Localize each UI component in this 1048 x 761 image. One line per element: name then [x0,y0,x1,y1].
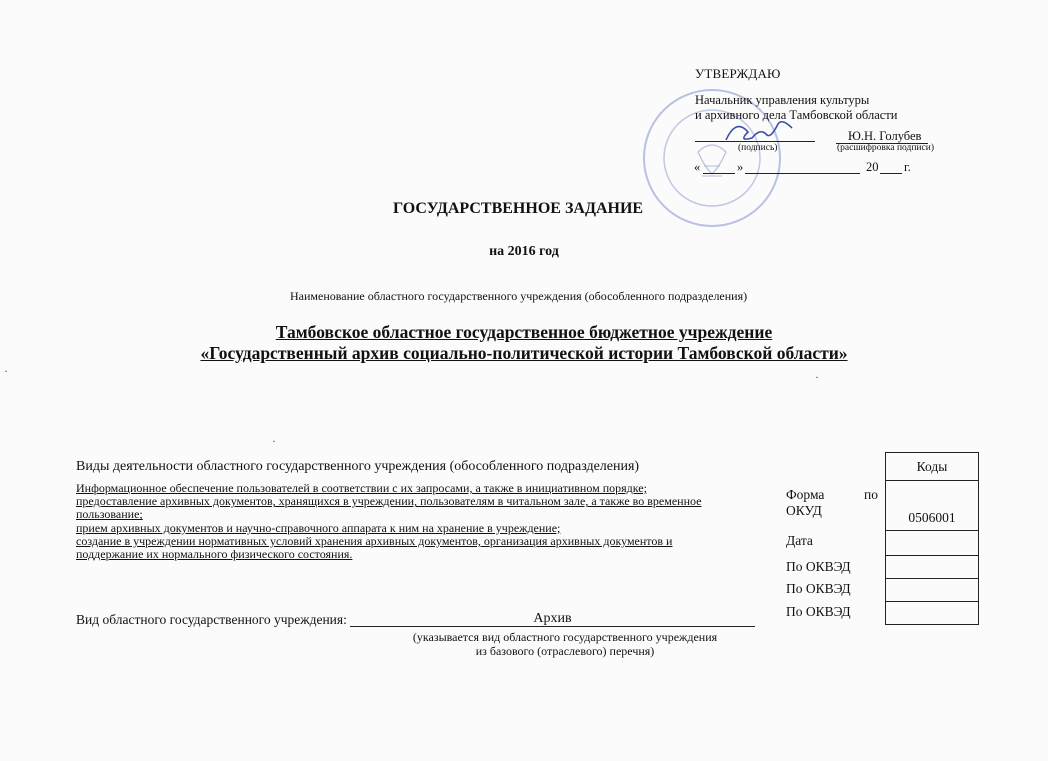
scan-mark: · [815,370,819,384]
activity-line: пользование; [76,507,143,522]
date-month-line [745,173,860,174]
kind-note-line1: (указывается вид областного государственного учреждения [412,630,718,644]
activities-list [76,482,766,561]
codes-header: Коды [886,453,979,481]
date-code-cell [886,531,979,556]
organization-name [0,322,1048,364]
kind-label: Вид областного государственного учреждения: [76,612,347,627]
activity-line: поддержание их нормального физического состояния. [76,547,353,562]
naming-label: Наименование областного государственного учреждения (обособленного подразделения) [290,289,748,303]
approval-position-line1: Начальник управления культуры [695,93,870,107]
activity-line: создание в учреждении нормативных условий хранения архивных документов, организация архивных документов и [76,533,673,548]
activity-line: предоставление архивных документов, хранящихся в учреждении, пользователям в читальном зале, а также во временное [76,494,702,509]
kind-note [400,630,730,658]
signature-caption: (подпись) [738,143,778,153]
date-day-line [703,173,735,174]
date-open-quote: « [694,160,701,174]
okved-code-cell-3 [886,602,979,625]
kind-note-line2: из базового (отраслевого) перечня) [475,644,655,658]
activity-line: прием архивных документов и научно-справочного аппарата к ним на хранение в учреждение; [76,520,561,535]
date-year-line [880,173,902,174]
activities-label: Виды деятельности областного государственного учреждения (обособленного подразделения) [76,459,640,474]
okved-label-3: По ОКВЭД [786,604,851,619]
okved-code-cell-1 [886,556,979,579]
forma-okud-label [786,487,878,519]
po-word: по [864,487,878,502]
okud-code-cell: 0506001 [886,481,979,531]
kind-value: Архив [533,611,572,626]
approval-title: УТВЕРЖДАЮ [695,66,781,81]
document-year: на 2016 год [489,244,559,259]
activity-line: Информационное обеспечение пользователей в соответствии с их запросами, а также в инициативном порядке; [76,481,647,495]
approval-block [695,66,897,123]
scan-mark: · [4,364,8,378]
forma-word: Форма [786,487,825,502]
organization-name-line1: Тамбовское областное государственное бюджетное учреждение [275,322,773,342]
date-close-quote: » [737,160,744,174]
date-label: Дата [786,533,813,548]
date-suffix: г. [904,160,911,174]
document-title-wrap [0,200,1048,218]
document-year-wrap [0,244,1048,260]
approval-position-line2: и архивного дела Тамбовской области [695,108,898,122]
signatory-name: Ю.Н. Голубев [848,129,922,143]
okved-code-cell-2 [886,579,979,602]
date-century: 20 [866,160,879,174]
okved-label-1: По ОКВЭД [786,559,851,574]
scan-mark: · [272,434,276,448]
okud-word: ОКУД [786,503,822,518]
document-title: ГОСУДАРСТВЕННОЕ ЗАДАНИЕ [392,200,644,217]
okved-label-2: По ОКВЭД [786,581,851,596]
codes-table [885,452,979,625]
name-caption: (расшифровка подписи) [837,143,934,153]
organization-name-line2: «Государственный архив социально-политической истории Тамбовской области» [200,343,848,363]
